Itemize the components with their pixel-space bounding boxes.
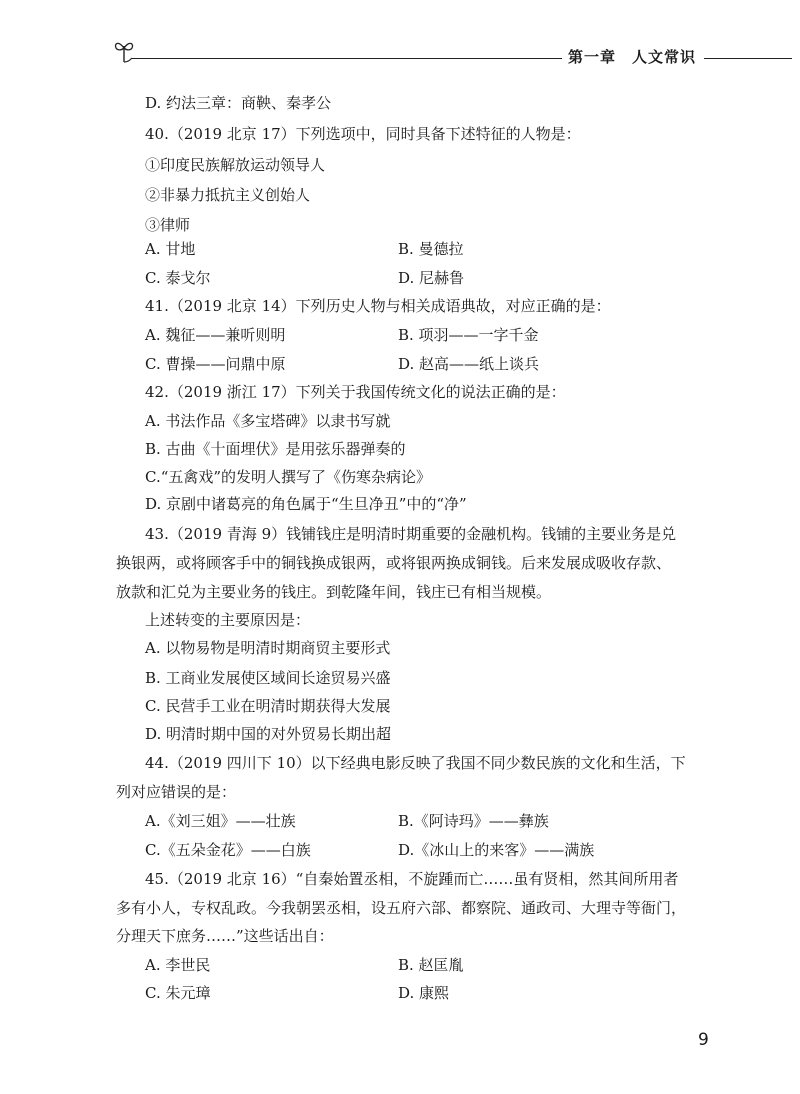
- question-45-option-a: A. 李世民: [145, 956, 211, 974]
- page-header: [112, 36, 792, 76]
- question-40-stem: 40.（2019 北京 17）下列选项中，同时具备下述特征的人物是：: [145, 125, 581, 143]
- question-45-paragraph-line: 45.（2019 北京 16）“自秦始置丞相，不旋踵而亡……虽有贤相，然其间所用者: [145, 870, 679, 888]
- question-44-option-b: B.《阿诗玛》——彝族: [398, 812, 549, 830]
- question-41-option-d: D. 赵高——纸上谈兵: [398, 355, 540, 373]
- question-45-paragraph-line: 多有小人，专权乱政。今我朝罢丞相，设五府六部、都察院、通政司、大理寺等衙门，: [116, 899, 687, 917]
- question-43-stem: 上述转变的主要原因是：: [145, 611, 311, 629]
- question-44-option-c: C.《五朵金花》——白族: [145, 841, 311, 859]
- question-42-option-c: C.“五禽戏”的发明人撰写了《伤寒杂病论》: [145, 468, 432, 486]
- question-40-feature-2: ②非暴力抵抗主义创始人: [145, 186, 311, 204]
- question-41-option-a: A. 魏征——兼听则明: [145, 326, 286, 344]
- option-line: D. 约法三章：商鞅、秦孝公: [145, 94, 332, 112]
- question-43-option-c: C. 民营手工业在明清时期获得大发展: [145, 697, 391, 715]
- question-40-option-a: A. 甘地: [145, 240, 196, 258]
- chapter-title: 第一章 人文常识: [568, 48, 697, 66]
- question-40-feature-3: ③律师: [145, 216, 191, 234]
- question-43-option-d: D. 明清时期中国的对外贸易长期出超: [145, 725, 392, 743]
- question-43-paragraph-line: 放款和汇兑为主要业务的钱庄。到乾隆年间，钱庄已有相当规模。: [116, 583, 552, 601]
- question-40-option-b: B. 曼德拉: [398, 240, 464, 258]
- question-40-option-d: D. 尼赫鲁: [398, 269, 465, 287]
- sprout-icon: [112, 36, 142, 66]
- header-rule-left: [132, 58, 562, 59]
- question-45-option-b: B. 赵匡胤: [398, 956, 464, 974]
- question-40-option-c: C. 泰戈尔: [145, 269, 211, 287]
- question-41-option-c: C. 曹操——问鼎中原: [145, 355, 286, 373]
- question-41-stem: 41.（2019 北京 14）下列历史人物与相关成语典故，对应正确的是：: [145, 297, 611, 315]
- question-45-option-c: C. 朱元璋: [145, 984, 211, 1002]
- question-44-option-d: D.《冰山上的来客》——满族: [398, 841, 595, 859]
- question-44-option-a: A.《刘三姐》——壮族: [145, 812, 296, 830]
- question-43-option-b: B. 工商业发展使区域间长途贸易兴盛: [145, 669, 391, 687]
- question-44-paragraph-line: 列对应错误的是：: [116, 783, 237, 801]
- question-42-option-b: B. 古曲《十面埋伏》是用弦乐器弹奏的: [145, 440, 406, 458]
- question-43-paragraph-line: 换银两，或将顾客手中的铜钱换成银两，或将银两换成铜钱。后来发展成吸收存款、: [116, 554, 672, 572]
- question-40-feature-1: ①印度民族解放运动领导人: [145, 156, 326, 174]
- page-number: 9: [698, 1030, 709, 1050]
- question-42-stem: 42.（2019 浙江 17）下列关于我国传统文化的说法正确的是：: [145, 383, 566, 401]
- question-43-option-a: A. 以物易物是明清时期商贸主要形式: [145, 639, 391, 657]
- question-41-option-b: B. 项羽——一字千金: [398, 326, 539, 344]
- header-rule-right: [704, 58, 792, 59]
- question-45-paragraph-line: 分理天下庶务……”这些话出自：: [116, 927, 334, 945]
- question-42-option-d: D. 京剧中诸葛亮的角色属于“生旦净丑”中的“净”: [145, 495, 467, 513]
- question-43-paragraph-line: 43.（2019 青海 9）钱铺钱庄是明清时期重要的金融机构。钱铺的主要业务是兑: [145, 525, 677, 543]
- question-45-option-d: D. 康熙: [398, 984, 450, 1002]
- question-44-paragraph-line: 44.（2019 四川下 10）以下经典电影反映了我国不同少数民族的文化和生活，下: [145, 754, 686, 772]
- question-42-option-a: A. 书法作品《多宝塔碑》以隶书写就: [145, 412, 391, 430]
